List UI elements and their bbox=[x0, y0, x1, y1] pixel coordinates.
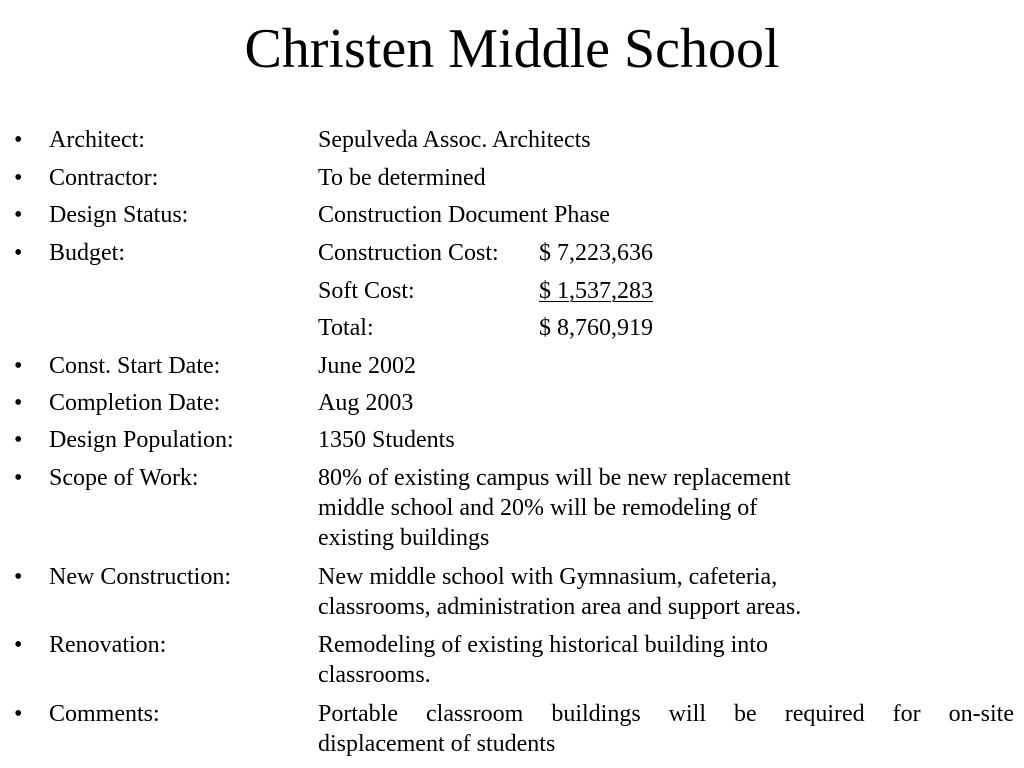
new-construction-line: classrooms, administration area and support areas. bbox=[318, 594, 802, 620]
design-status-value: Construction Document Phase bbox=[318, 202, 610, 228]
new-construction-value bbox=[318, 562, 801, 622]
comments-line: Portable classroom buildings will be required for on-site bbox=[318, 701, 1014, 727]
construction-cost-label: Construction Cost: bbox=[318, 240, 499, 266]
renovation-line: classrooms. bbox=[318, 662, 431, 688]
design-status-label: Design Status: bbox=[49, 202, 189, 228]
comments-line: displacement of students bbox=[318, 731, 556, 757]
total-value: $ 8,760,919 bbox=[539, 315, 653, 341]
const-start-date-value: June 2002 bbox=[318, 353, 416, 379]
completion-date-value: Aug 2003 bbox=[318, 390, 414, 416]
bullet-icon: • bbox=[14, 353, 23, 379]
new-construction-line: New middle school with Gymnasium, cafeteria, bbox=[318, 564, 778, 590]
renovation-label: Renovation: bbox=[49, 632, 167, 658]
renovation-value bbox=[318, 630, 768, 690]
budget-label: Budget: bbox=[49, 240, 125, 266]
soft-cost-value: $ 1,537,283 bbox=[539, 278, 653, 304]
design-population-value: 1350 Students bbox=[318, 427, 455, 453]
scope-of-work-value bbox=[318, 463, 791, 553]
bullet-icon: • bbox=[14, 165, 23, 191]
comments-label: Comments: bbox=[49, 701, 160, 727]
renovation-line: Remodeling of existing historical building into bbox=[318, 632, 768, 658]
total-label: Total: bbox=[318, 315, 374, 341]
scope-of-work-line: middle school and 20% will be remodeling of bbox=[318, 495, 758, 521]
scope-of-work-line: existing buildings bbox=[318, 525, 490, 551]
bullet-icon: • bbox=[14, 701, 23, 727]
comments-value bbox=[318, 699, 1014, 759]
page-title: Christen Middle School bbox=[244, 18, 780, 80]
bullet-icon: • bbox=[14, 390, 23, 416]
bullet-icon: • bbox=[14, 564, 23, 590]
soft-cost-label: Soft Cost: bbox=[318, 278, 415, 304]
architect-label: Architect: bbox=[49, 127, 145, 153]
design-population-label: Design Population: bbox=[49, 427, 234, 453]
completion-date-label: Completion Date: bbox=[49, 390, 221, 416]
scope-of-work-label: Scope of Work: bbox=[49, 465, 199, 491]
bullet-icon: • bbox=[14, 465, 23, 491]
new-construction-label: New Construction: bbox=[49, 564, 231, 590]
scope-of-work-line: 80% of existing campus will be new replacement bbox=[318, 465, 791, 491]
contractor-label: Contractor: bbox=[49, 165, 159, 191]
architect-value: Sepulveda Assoc. Architects bbox=[318, 127, 591, 153]
bullet-icon: • bbox=[14, 427, 23, 453]
construction-cost-value: $ 7,223,636 bbox=[539, 240, 653, 266]
bullet-icon: • bbox=[14, 202, 23, 228]
const-start-date-label: Const. Start Date: bbox=[49, 353, 221, 379]
bullet-icon: • bbox=[14, 632, 23, 658]
contractor-value: To be determined bbox=[318, 165, 486, 191]
bullet-icon: • bbox=[14, 240, 23, 266]
bullet-icon: • bbox=[14, 127, 23, 153]
